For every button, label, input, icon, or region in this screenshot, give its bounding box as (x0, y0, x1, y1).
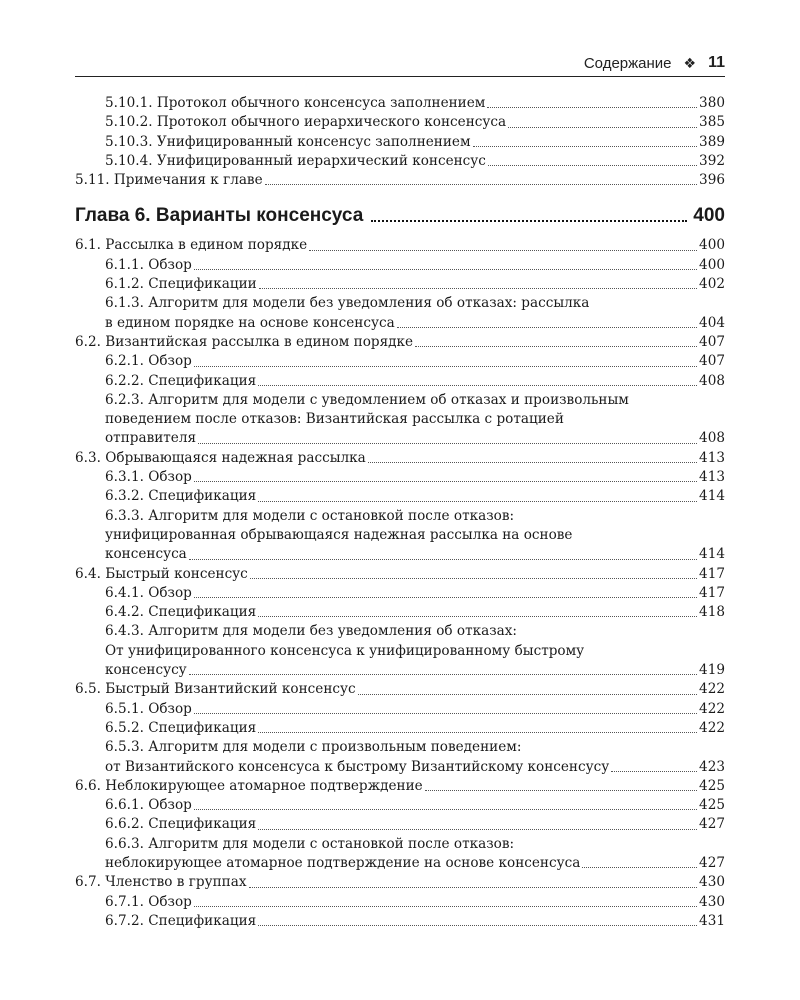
toc-entry-text: 6.1.1. Обзор (105, 256, 192, 273)
header-rule (75, 76, 725, 77)
toc-entry-text: 6.2.2. Спецификация (105, 372, 257, 389)
dot-leader (194, 366, 697, 367)
toc-entry (75, 171, 725, 190)
toc-entry-text: 5.10.4. Унифицированный иерархический консенсус (105, 152, 486, 169)
toc-entry (75, 294, 725, 333)
dot-leader (487, 107, 697, 108)
toc-entry-text: 6.5.3. Алгоритм для модели с произвольным поведением: (105, 739, 522, 756)
toc-entry (75, 912, 725, 931)
header-page-number: 11 (708, 54, 725, 71)
toc-entry (75, 391, 725, 449)
toc-entry (75, 719, 725, 738)
dot-leader (189, 674, 697, 675)
dot-leader (473, 146, 698, 147)
toc-entry (75, 584, 725, 603)
toc-page-number: 430 (699, 893, 725, 910)
running-header (75, 52, 725, 74)
toc-entry-text: 6.3.3. Алгоритм для модели с остановкой после отказов: (105, 507, 515, 524)
toc-entry-text: 6.4. Быстрый консенсус (75, 565, 248, 582)
toc-page-number: 414 (699, 488, 725, 505)
toc-page-number: 402 (699, 276, 725, 293)
toc-entry-text: 6.3. Обрывающаяся надежная рассылка (75, 449, 366, 466)
toc-entry-text: 6.2.1. Обзор (105, 353, 192, 370)
toc-entry (75, 796, 725, 815)
toc-page-number: 427 (699, 816, 725, 833)
toc-entry-text: 6.5. Быстрый Византийский консенсус (75, 681, 356, 698)
chapter-heading (75, 204, 725, 228)
toc-page-number: 418 (699, 604, 725, 621)
toc-entry (75, 133, 725, 152)
toc-page-number: 425 (699, 777, 725, 794)
dot-leader (250, 578, 697, 579)
toc-entry (75, 893, 725, 912)
toc-entry (75, 236, 725, 255)
toc-page-number: 400 (699, 237, 725, 254)
dot-leader (259, 288, 697, 289)
toc-entry (75, 256, 725, 275)
toc-page-number: 413 (699, 449, 725, 466)
toc-page-number: 389 (699, 133, 725, 150)
toc-entry (75, 507, 725, 565)
toc-page-number: 414 (699, 546, 725, 563)
toc-page-number: 431 (699, 912, 725, 929)
toc-entry (75, 815, 725, 834)
toc-entry-text: 6.6. Неблокирующее атомарное подтверждение (75, 777, 423, 794)
dot-leader (508, 127, 697, 128)
toc-entry-text: 6.6.3. Алгоритм для модели с остановкой после отказов: (105, 835, 515, 852)
dot-leader (368, 462, 697, 463)
toc-page-number: 392 (699, 152, 725, 169)
dot-leader (415, 346, 697, 347)
toc-entry (75, 152, 725, 171)
toc-page-number: 419 (699, 662, 725, 679)
toc-entry-text: 6.1.2. Спецификации (105, 276, 257, 293)
toc-page-number: 404 (699, 314, 725, 331)
toc-page-number: 413 (699, 469, 725, 486)
toc-entry (75, 738, 725, 777)
toc-entry-text: 6.4.2. Спецификация (105, 604, 257, 621)
dot-leader (488, 165, 697, 166)
toc-entry-text: 6.5.2. Спецификация (105, 719, 257, 736)
toc-entry (75, 777, 725, 796)
toc-entry (75, 603, 725, 622)
toc-entry (75, 449, 725, 468)
toc-page-number: 417 (699, 565, 725, 582)
dot-leader (194, 713, 697, 714)
toc-page-number: 396 (699, 172, 725, 189)
toc-page-number: 400 (699, 256, 725, 273)
toc-entry (75, 333, 725, 352)
toc-entry-text: консенсуса (105, 546, 187, 563)
toc-page-number: 423 (699, 758, 725, 775)
toc-entry-text: 5.10.2. Протокол обычного иерархического консенсуса (105, 114, 507, 131)
toc-page-number: 417 (699, 584, 725, 601)
dot-leader (194, 906, 697, 907)
toc-entry-text: 5.10.1. Протокол обычного консенсуса заполнением (105, 95, 486, 111)
toc-entry (75, 622, 725, 680)
toc-entry-text: от Византийского консенсуса к быстрому Византийскому консенсусу (105, 758, 610, 775)
dot-leader (194, 481, 697, 482)
toc-entry (75, 275, 725, 294)
toc-page-number: 427 (699, 854, 725, 871)
toc-page-number: 385 (699, 114, 725, 131)
dot-leader (397, 327, 697, 328)
dot-leader (371, 220, 687, 222)
toc-page-number: 407 (699, 353, 725, 370)
toc-page-number: 408 (699, 372, 725, 389)
dot-leader (198, 443, 697, 444)
chapter-title: Глава 6. Варианты консенсуса (75, 205, 364, 227)
toc-page-number: 425 (699, 797, 725, 814)
toc-entry-text: 6.6.1. Обзор (105, 797, 192, 814)
toc-page-number: 380 (699, 95, 725, 111)
toc-entry (75, 700, 725, 719)
toc-entry-text: 6.7. Членство в группах (75, 874, 247, 891)
toc-entry (75, 680, 725, 699)
dot-leader (358, 694, 697, 695)
toc-entry-text: 6.3.2. Спецификация (105, 488, 257, 505)
toc-entry-text: От унифицированного консенсуса к унифицированному быстрому (105, 642, 585, 659)
dot-leader (425, 790, 697, 791)
toc-entry-text: поведением после отказов: Византийская рассылка с ротацией (105, 411, 564, 428)
toc-entry-text: в едином порядке на основе консенсуса (105, 314, 395, 331)
toc-entry-text: унифицированная обрывающаяся надежная рассылка на основе (105, 526, 573, 543)
dot-leader (258, 501, 697, 502)
toc-entry-text: 6.2.3. Алгоритм для модели с уведомлением об отказах и произвольным (105, 391, 629, 408)
dot-leader (249, 887, 698, 888)
toc-entry-text: 5.10.3. Унифицированный консенсус заполнением (105, 133, 471, 150)
toc-page-number: 422 (699, 719, 725, 736)
dot-leader (582, 867, 697, 868)
toc-page-number: 430 (699, 874, 725, 891)
dot-leader (258, 385, 697, 386)
dot-leader (258, 829, 697, 830)
toc-entry (75, 352, 725, 371)
toc-page-number: 422 (699, 681, 725, 698)
dot-leader (194, 269, 697, 270)
header-section-title: Содержание (583, 54, 672, 72)
toc-entry (75, 873, 725, 892)
toc-entry-text: 6.5.1. Обзор (105, 700, 192, 717)
dot-leader (194, 809, 697, 810)
toc-page-number: 408 (699, 430, 725, 447)
toc-entry (75, 487, 725, 506)
toc-entry-text: 5.11. Примечания к главе (75, 172, 263, 189)
toc-entry (75, 835, 725, 874)
toc-entry-text: 6.7.1. Обзор (105, 893, 192, 910)
dot-leader (194, 597, 697, 598)
toc-entry (75, 565, 725, 584)
toc-entry (75, 113, 725, 132)
toc-entry (75, 372, 725, 391)
toc-entry-text: 6.6.2. Спецификация (105, 816, 257, 833)
toc-page-number: 400 (693, 205, 725, 227)
dot-leader (265, 184, 697, 185)
toc-entry-text: 6.3.1. Обзор (105, 469, 192, 486)
toc-entry-text: 6.1.3. Алгоритм для модели без уведомления об отказах: рассылка (105, 295, 590, 312)
dot-leader (258, 616, 697, 617)
dot-leader (309, 250, 697, 251)
dot-leader (258, 732, 697, 733)
toc-entry-text: отправителя (105, 430, 197, 447)
dot-leader (258, 925, 697, 926)
table-of-contents (75, 94, 725, 931)
diamond-ornament-icon: ❖ (683, 54, 697, 71)
toc-entry (75, 468, 725, 487)
toc-entry-text: 6.2. Византийская рассылка в едином порядке (75, 333, 414, 350)
toc-entry-text: 6.4.3. Алгоритм для модели без уведомления об отказах: (105, 623, 517, 640)
dot-leader (189, 559, 697, 560)
toc-entry-text: 6.4.1. Обзор (105, 584, 192, 601)
toc-entry-text: 6.1. Рассылка в едином порядке (75, 237, 308, 254)
toc-entry-text: 6.7.2. Спецификация (105, 912, 257, 929)
toc-page-number: 422 (699, 700, 725, 717)
toc-page-number: 407 (699, 333, 725, 350)
toc-entry-text: неблокирующее атомарное подтверждение на основе консенсуса (105, 854, 581, 871)
toc-entry-text: консенсусу (105, 662, 187, 679)
dot-leader (611, 771, 697, 772)
toc-entry (75, 94, 725, 113)
